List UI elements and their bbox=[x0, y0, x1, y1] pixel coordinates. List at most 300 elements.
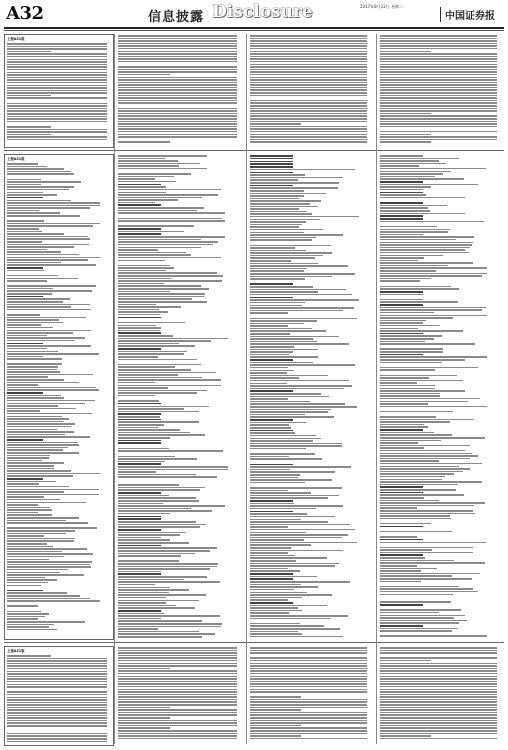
text-line bbox=[118, 56, 237, 58]
article-text bbox=[116, 646, 244, 741]
text-line bbox=[250, 602, 293, 604]
text-line bbox=[250, 364, 355, 366]
text-line bbox=[7, 351, 58, 353]
text-line bbox=[118, 678, 237, 680]
text-line bbox=[7, 298, 70, 300]
text-line bbox=[250, 40, 367, 42]
text-line bbox=[250, 401, 310, 403]
text-line bbox=[250, 707, 367, 709]
text-line bbox=[118, 566, 217, 568]
text-line bbox=[380, 450, 465, 452]
text-line bbox=[118, 335, 173, 337]
text-line bbox=[250, 323, 304, 325]
text-line bbox=[118, 587, 170, 589]
text-line bbox=[250, 136, 367, 138]
text-line bbox=[250, 69, 367, 71]
listing-text bbox=[248, 154, 374, 638]
text-line bbox=[380, 210, 430, 212]
text-line bbox=[380, 189, 423, 191]
text-line bbox=[250, 409, 331, 411]
text-line bbox=[380, 213, 465, 215]
text-line bbox=[7, 218, 111, 220]
text-line bbox=[118, 730, 237, 732]
text-line bbox=[250, 733, 367, 735]
text-line bbox=[250, 276, 332, 278]
text-line bbox=[380, 280, 420, 282]
text-line bbox=[7, 249, 47, 251]
text-line bbox=[7, 356, 43, 358]
text-line bbox=[118, 518, 161, 520]
text-line bbox=[250, 221, 306, 223]
text-line bbox=[118, 82, 237, 84]
text-line bbox=[380, 380, 463, 382]
text-line bbox=[380, 168, 486, 170]
text-line bbox=[7, 275, 58, 277]
text-line bbox=[118, 584, 155, 586]
text-line bbox=[118, 51, 237, 53]
text-line bbox=[380, 536, 417, 538]
text-line bbox=[7, 595, 80, 597]
text-line bbox=[380, 205, 447, 207]
text-line bbox=[380, 186, 431, 188]
text-line bbox=[7, 95, 51, 97]
text-line bbox=[118, 123, 237, 125]
text-line bbox=[7, 332, 73, 334]
text-line bbox=[7, 618, 38, 620]
text-line bbox=[7, 197, 43, 199]
text-line bbox=[250, 474, 300, 476]
text-line bbox=[118, 139, 242, 141]
text-line bbox=[118, 400, 159, 402]
text-line bbox=[118, 197, 202, 199]
text-line bbox=[380, 377, 429, 379]
text-line bbox=[118, 79, 237, 81]
text-line bbox=[380, 343, 475, 345]
text-line bbox=[380, 291, 423, 293]
text-line bbox=[118, 456, 175, 458]
text-line bbox=[380, 445, 470, 447]
text-line bbox=[250, 356, 318, 358]
text-line bbox=[250, 121, 367, 123]
text-line bbox=[250, 281, 372, 283]
text-line bbox=[380, 460, 439, 462]
text-line bbox=[118, 665, 237, 667]
text-line bbox=[380, 128, 502, 130]
text-line bbox=[250, 87, 367, 89]
text-line bbox=[380, 231, 448, 233]
text-line bbox=[7, 233, 64, 235]
text-line bbox=[380, 118, 497, 120]
text-line bbox=[118, 285, 201, 287]
text-line bbox=[7, 207, 90, 209]
text-line bbox=[7, 543, 47, 545]
text-line bbox=[380, 424, 424, 426]
text-line bbox=[250, 519, 301, 521]
text-line bbox=[380, 335, 442, 337]
text-line bbox=[380, 668, 497, 670]
text-line bbox=[118, 581, 220, 583]
text-line bbox=[118, 228, 161, 230]
text-line bbox=[380, 628, 458, 630]
text-line bbox=[118, 338, 228, 340]
text-line bbox=[118, 309, 159, 311]
text-line bbox=[118, 453, 242, 455]
text-line bbox=[7, 376, 48, 378]
text-line bbox=[250, 134, 367, 136]
text-line bbox=[380, 421, 450, 423]
text-line bbox=[7, 43, 107, 45]
text-line bbox=[250, 665, 367, 667]
text-line bbox=[250, 102, 367, 104]
text-line bbox=[7, 577, 45, 579]
text-line bbox=[380, 432, 434, 434]
text-line bbox=[380, 660, 431, 662]
text-line bbox=[250, 56, 367, 58]
text-line bbox=[7, 478, 43, 480]
text-line bbox=[380, 586, 459, 588]
text-line bbox=[380, 393, 440, 395]
text-line bbox=[250, 660, 367, 662]
text-line bbox=[380, 307, 486, 309]
text-line bbox=[380, 74, 497, 76]
text-line bbox=[118, 218, 222, 220]
text-line bbox=[118, 325, 156, 327]
text-line bbox=[380, 35, 497, 37]
text-line bbox=[118, 340, 211, 342]
text-line bbox=[7, 374, 93, 376]
text-line bbox=[118, 421, 199, 423]
text-line bbox=[118, 77, 237, 79]
text-line bbox=[7, 712, 107, 714]
text-line bbox=[250, 487, 342, 489]
text-line bbox=[250, 712, 367, 714]
text-line bbox=[250, 419, 293, 421]
text-line bbox=[250, 701, 367, 703]
text-line bbox=[250, 123, 301, 125]
text-line bbox=[250, 367, 288, 369]
text-line bbox=[250, 377, 299, 379]
text-line bbox=[380, 591, 478, 593]
text-line bbox=[118, 236, 225, 238]
text-line bbox=[118, 95, 237, 97]
text-line bbox=[250, 610, 302, 612]
text-line bbox=[7, 494, 99, 496]
text-line bbox=[7, 470, 71, 472]
text-line bbox=[250, 291, 318, 293]
text-column-bottom-3 bbox=[248, 646, 374, 744]
text-line bbox=[250, 362, 313, 364]
text-line bbox=[7, 51, 51, 53]
text-line bbox=[118, 408, 184, 410]
text-line bbox=[250, 414, 305, 416]
text-line bbox=[118, 461, 165, 463]
text-line bbox=[250, 265, 348, 267]
text-line bbox=[380, 560, 454, 562]
text-line bbox=[380, 596, 502, 598]
text-line bbox=[380, 61, 497, 63]
text-line bbox=[250, 190, 304, 192]
text-line bbox=[118, 301, 207, 303]
text-line bbox=[380, 294, 423, 296]
text-line bbox=[7, 97, 107, 99]
text-line bbox=[380, 547, 473, 549]
text-line bbox=[118, 670, 237, 672]
listing-text bbox=[5, 162, 113, 632]
text-line bbox=[380, 348, 443, 350]
text-line bbox=[118, 699, 237, 701]
text-line bbox=[7, 684, 107, 686]
text-line bbox=[250, 438, 321, 440]
text-line bbox=[118, 89, 237, 91]
text-line bbox=[380, 630, 452, 632]
text-line bbox=[7, 561, 92, 563]
column-divider bbox=[246, 34, 247, 744]
text-line bbox=[250, 97, 372, 99]
text-line bbox=[380, 265, 448, 267]
text-line bbox=[380, 625, 423, 627]
text-line bbox=[250, 385, 352, 387]
masthead bbox=[0, 0, 508, 28]
text-line bbox=[118, 249, 158, 251]
text-line bbox=[118, 207, 204, 209]
text-line bbox=[250, 696, 301, 698]
text-line bbox=[250, 586, 318, 588]
text-line bbox=[380, 510, 473, 512]
text-line bbox=[380, 481, 482, 483]
text-line bbox=[250, 74, 367, 76]
text-line bbox=[7, 582, 48, 584]
text-line bbox=[118, 424, 164, 426]
text-line bbox=[7, 202, 100, 204]
text-line bbox=[118, 476, 217, 478]
text-line bbox=[250, 612, 289, 614]
text-line bbox=[380, 531, 452, 533]
text-line bbox=[380, 709, 497, 711]
text-line bbox=[7, 168, 64, 170]
text-line bbox=[118, 419, 161, 421]
text-line bbox=[250, 38, 367, 40]
text-line bbox=[250, 48, 367, 50]
text-line bbox=[250, 163, 293, 165]
text-line bbox=[118, 379, 221, 381]
text-line bbox=[380, 367, 478, 369]
text-line bbox=[7, 212, 60, 214]
text-line bbox=[118, 683, 237, 685]
announcement-heading: 上接A31版 bbox=[7, 157, 25, 161]
text-line bbox=[7, 69, 107, 71]
text-line bbox=[250, 699, 367, 701]
text-line bbox=[250, 161, 293, 163]
text-line bbox=[250, 451, 372, 453]
text-line bbox=[380, 727, 497, 729]
text-line bbox=[7, 184, 41, 186]
text-line bbox=[250, 495, 339, 497]
text-line bbox=[380, 419, 474, 421]
text-line bbox=[7, 113, 107, 115]
text-line bbox=[250, 179, 298, 181]
text-line bbox=[380, 207, 428, 209]
text-line bbox=[118, 71, 237, 73]
text-line bbox=[250, 255, 323, 257]
text-line bbox=[7, 431, 74, 433]
text-line bbox=[118, 526, 200, 528]
text-line bbox=[7, 400, 95, 402]
text-line bbox=[380, 372, 502, 374]
text-line bbox=[380, 635, 487, 637]
text-line bbox=[7, 704, 107, 706]
text-line bbox=[118, 406, 209, 408]
text-line bbox=[250, 443, 342, 445]
text-line bbox=[380, 663, 497, 665]
text-line bbox=[118, 291, 170, 293]
text-line bbox=[380, 655, 502, 657]
text-line bbox=[380, 694, 497, 696]
text-line bbox=[7, 163, 38, 165]
text-line bbox=[250, 115, 367, 117]
text-line bbox=[7, 546, 53, 548]
text-line bbox=[118, 489, 200, 491]
text-line bbox=[7, 699, 107, 701]
text-line bbox=[250, 325, 288, 327]
text-line bbox=[118, 382, 155, 384]
text-line bbox=[250, 61, 367, 63]
text-line bbox=[380, 239, 456, 241]
text-line bbox=[7, 74, 107, 76]
text-line bbox=[118, 650, 237, 652]
text-line bbox=[7, 82, 107, 84]
article-text bbox=[248, 646, 374, 741]
text-line bbox=[380, 681, 497, 683]
text-line bbox=[7, 353, 99, 355]
text-line bbox=[250, 416, 334, 418]
text-line bbox=[118, 105, 242, 107]
text-line bbox=[250, 193, 326, 195]
text-line bbox=[380, 722, 497, 724]
text-line bbox=[250, 628, 340, 630]
text-line bbox=[7, 194, 57, 196]
text-line bbox=[118, 288, 209, 290]
text-line bbox=[250, 720, 367, 722]
text-line bbox=[118, 571, 161, 573]
text-line bbox=[380, 505, 474, 507]
text-line bbox=[7, 720, 107, 722]
text-line bbox=[7, 691, 107, 693]
text-line bbox=[380, 440, 441, 442]
text-line bbox=[250, 71, 367, 73]
text-line bbox=[250, 424, 289, 426]
text-line bbox=[7, 139, 107, 141]
text-line bbox=[118, 270, 166, 272]
text-line bbox=[7, 626, 49, 628]
text-line bbox=[118, 345, 195, 347]
text-line bbox=[250, 195, 304, 197]
text-line bbox=[118, 254, 191, 256]
text-line bbox=[380, 77, 497, 79]
text-line bbox=[118, 707, 170, 709]
text-line bbox=[380, 95, 497, 97]
text-line bbox=[7, 491, 64, 493]
text-line bbox=[118, 311, 168, 313]
text-line bbox=[7, 238, 90, 240]
text-line bbox=[7, 655, 51, 657]
text-line bbox=[250, 725, 301, 727]
text-line bbox=[118, 306, 181, 308]
text-line bbox=[7, 530, 75, 532]
text-line bbox=[118, 160, 178, 162]
text-line bbox=[250, 631, 298, 633]
text-line bbox=[7, 517, 79, 519]
text-line bbox=[380, 390, 465, 392]
text-line bbox=[7, 681, 107, 683]
text-line bbox=[118, 35, 237, 37]
text-line bbox=[118, 110, 237, 112]
text-line bbox=[118, 202, 155, 204]
text-line bbox=[7, 371, 60, 373]
text-line bbox=[118, 689, 237, 691]
text-line bbox=[7, 173, 74, 175]
text-line bbox=[250, 79, 367, 81]
text-line bbox=[250, 427, 291, 429]
text-line bbox=[250, 466, 351, 468]
text-line bbox=[7, 673, 107, 675]
text-line bbox=[250, 108, 367, 110]
text-line bbox=[7, 722, 107, 724]
text-line bbox=[118, 43, 237, 45]
text-line bbox=[380, 89, 497, 91]
text-line bbox=[380, 617, 454, 619]
text-line bbox=[380, 202, 423, 204]
text-line bbox=[118, 115, 237, 117]
text-line bbox=[250, 655, 372, 657]
text-line bbox=[380, 701, 497, 703]
text-line bbox=[250, 730, 367, 732]
text-line bbox=[118, 668, 170, 670]
text-line bbox=[7, 663, 107, 665]
text-line bbox=[250, 383, 287, 385]
text-line bbox=[380, 442, 418, 444]
text-line bbox=[380, 458, 470, 460]
text-line bbox=[7, 116, 107, 118]
text-line bbox=[118, 479, 242, 481]
text-line bbox=[250, 213, 312, 215]
text-line bbox=[7, 592, 67, 594]
text-line bbox=[7, 186, 74, 188]
text-line bbox=[118, 275, 223, 277]
text-line bbox=[380, 676, 497, 678]
text-line bbox=[7, 304, 90, 306]
text-line bbox=[7, 264, 96, 266]
text-line bbox=[250, 717, 367, 719]
text-line bbox=[7, 296, 43, 298]
text-line bbox=[118, 141, 170, 143]
text-line bbox=[380, 100, 497, 102]
text-line bbox=[250, 683, 367, 685]
text-line bbox=[250, 126, 367, 128]
text-line bbox=[250, 169, 355, 171]
text-line bbox=[380, 699, 497, 701]
text-line bbox=[118, 722, 237, 724]
text-line bbox=[380, 82, 497, 84]
text-line bbox=[118, 298, 192, 300]
text-line bbox=[118, 278, 171, 280]
text-column-bottom-2 bbox=[116, 646, 244, 744]
text-line bbox=[118, 466, 228, 468]
text-line bbox=[118, 500, 199, 502]
text-line bbox=[7, 322, 63, 324]
text-line bbox=[250, 482, 305, 484]
announcement-box-bottom bbox=[4, 646, 114, 746]
text-line bbox=[118, 524, 206, 526]
